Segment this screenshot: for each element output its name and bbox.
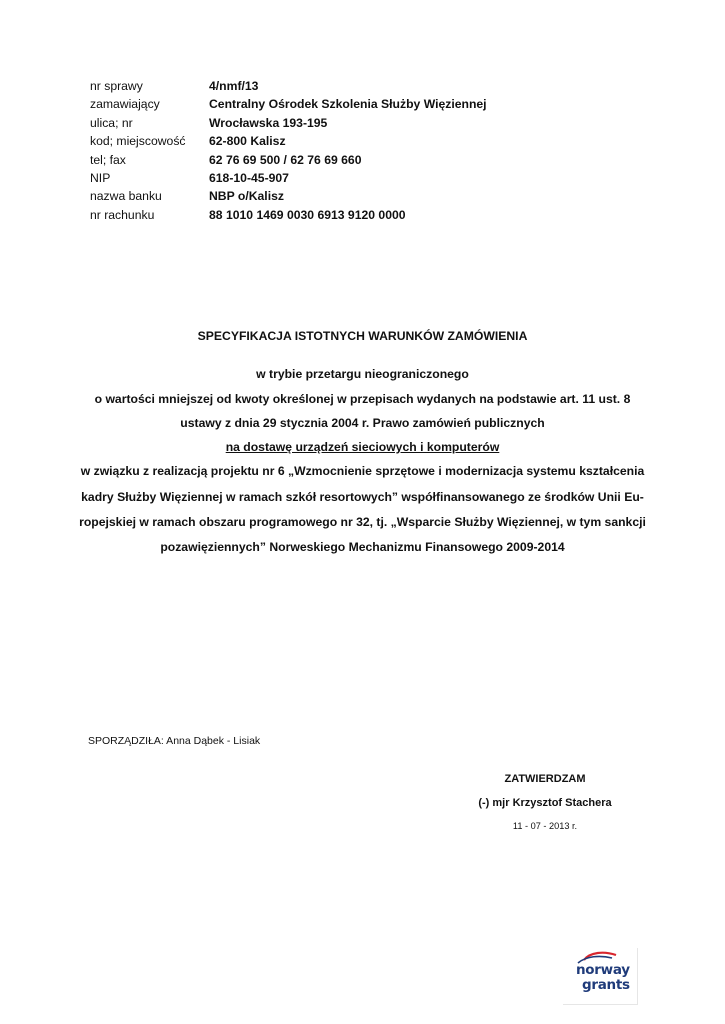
body-line-procedure: w trybie przetargu nieograniczonego [256, 367, 469, 381]
info-label: ulica; nr [90, 115, 133, 130]
body-line-project-1: w związku z realizacją projektu nr 6 „Wzmocnienie sprzętowe i modernizacja systemu kształcenia [80, 464, 645, 478]
info-label: kod; miejscowość [90, 134, 186, 149]
approval-heading: ZATWIERDZAM [504, 773, 586, 785]
logo-text-line1: norway [576, 962, 630, 978]
body-line-subject [60, 440, 665, 454]
info-label: zamawiający [90, 97, 160, 112]
body-line-project-4: pozawięziennych” Norweskiego Mechanizmu Finansowego 2009-2014 [160, 540, 565, 554]
info-value: 618-10-45-907 [209, 170, 289, 185]
info-label: nr sprawy [90, 79, 143, 93]
prepared-by: SPORZĄDZIŁA: Anna Dąbek - Lisiak [88, 735, 261, 747]
approval-signer: (-) mjr Krzysztof Stachera [478, 797, 612, 809]
info-value: 62-800 Kalisz [209, 134, 286, 149]
info-label: nr rachunku [90, 207, 155, 222]
case-info-table [90, 77, 610, 224]
info-row-nip [90, 169, 610, 187]
info-value: 4/nmf/13 [209, 79, 259, 93]
info-value: Centralny Ośrodek Szkolenia Służby Więziennej [209, 97, 487, 112]
norway-grants-logo [566, 950, 636, 1000]
info-row-phone-fax [90, 151, 610, 169]
info-value: NBP o/Kalisz [209, 189, 284, 204]
info-label: nazwa banku [90, 189, 162, 204]
info-value: 88 1010 1469 0030 6913 9120 0000 [209, 207, 406, 222]
info-row-postal-code [90, 132, 610, 150]
document-title: SPECYFIKACJA ISTOTNYCH WARUNKÓW ZAMÓWIENIA [197, 329, 528, 343]
subject-underlined-text: na dostawę urządzeń sieciowych i komputerów [225, 440, 500, 454]
body-line-project-2: kadry Służby Więziennej w ramach szkół resortowych” współfinansowanego ze środków Unii Eu- [81, 490, 644, 504]
info-row-case-number [90, 77, 610, 95]
body-line-project-3: ropejskiej w ramach obszaru programowego nr 32, tj. „Wsparcie Służby Więziennej, w tym sankcji [79, 515, 646, 529]
info-label: tel; fax [90, 152, 126, 167]
info-row-street [90, 114, 610, 132]
info-row-bank-name [90, 187, 610, 205]
body-line-value-threshold: o wartości mniejszej od kwoty określonej w przepisach wydanych na podstawie art. 11 ust. 8 [94, 392, 631, 406]
info-label: NIP [90, 170, 111, 185]
logo-text-line2: grants [582, 977, 630, 993]
info-row-account-number [90, 206, 610, 224]
info-row-ordering-party [90, 95, 610, 113]
info-value: 62 76 69 500 / 62 76 69 660 [209, 152, 362, 167]
approval-date: 11 - 07 - 2013 r. [512, 821, 578, 831]
body-line-law-reference: ustawy z dnia 29 stycznia 2004 r. Prawo zamówień publicznych [180, 416, 545, 430]
info-value: Wrocławska 193-195 [209, 115, 328, 130]
